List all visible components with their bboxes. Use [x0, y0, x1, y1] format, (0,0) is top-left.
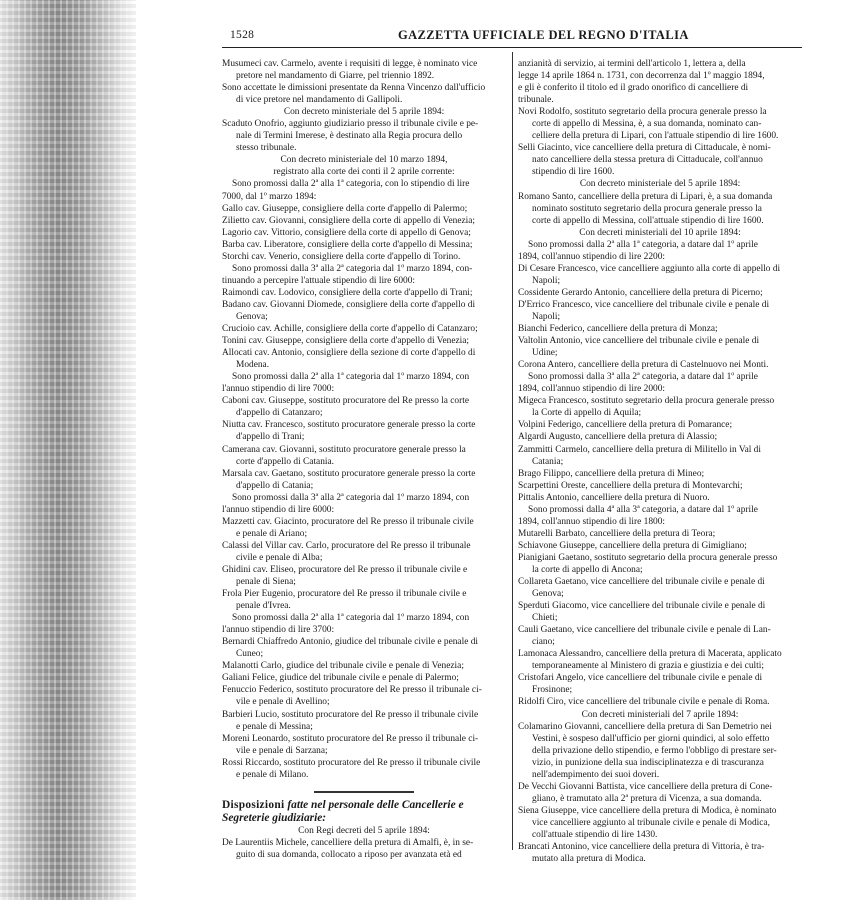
text-line: legge 14 aprile 1864 n. 1731, con decorrenza dal 1º maggio 1894, [518, 71, 765, 82]
text-line: Selli Giacinto, vice cancelliere della pretura di Cittaducale, è nomi- [518, 143, 771, 154]
text-line: la corte di appello di Ancona; [532, 564, 643, 575]
text-line: Frosinone; [532, 685, 573, 696]
text-line: anzianità di servizio, ai termini dell'articolo 1, lettera a, della [518, 59, 746, 69]
paragraph [222, 540, 506, 564]
text-line: registrato alla corte dei conti il 2 aprile corrente: [273, 167, 455, 178]
text-line: Storchi cav. Venerio, consigliere della corte d'appello di Torino. [222, 251, 461, 262]
paragraph [222, 154, 506, 178]
text-line: 1894, coll'annuo stipendio di lire 2000: [518, 384, 665, 395]
text-line: gliano, è tramutato alla 2ª pretura di Vicenza, a sua domanda. [532, 793, 762, 804]
text-line: Mutarelli Barbato, cancelliere della pretura di Teora; [518, 528, 716, 539]
text-line: guito di sua domanda, collocato a riposo per avanzata età ed [236, 850, 462, 861]
paragraph [518, 58, 802, 106]
text-line: Sono promossi dalla 3ª alla 2ª categoria, a datare dal 1º aprile [528, 372, 758, 383]
paragraph [518, 191, 802, 227]
text-line: Corona Antero, cancelliere della pretura di Castelnuovo nei Monti. [518, 360, 769, 371]
text-line: Moreni Leonardo, sostituto procuratore del Re presso il tribunale ci- [222, 733, 479, 744]
text-line: Cauli Gaetano, vice cancelliere del tribunale civile e penale di Lan- [518, 625, 771, 636]
text-line: nato cancelliere della stessa pretura di Cittaducale, coll'annuo [532, 155, 763, 166]
paragraph [222, 371, 506, 395]
text-line: Cristofari Angelo, vice cancelliere del tribunale civile e penale di [518, 673, 763, 684]
text-line: corte d'appello di Catania. [236, 456, 335, 467]
text-line: Marsala cav. Gaetano, sostituto procuratore generale presso la corte [222, 468, 476, 479]
paragraph [222, 660, 506, 672]
text-line: Brancati Antonino, vice cancelliere della pretura di Vittoria, è tra- [518, 842, 765, 853]
paragraph [222, 395, 506, 419]
text-line: Sono promossi dalla 2ª alla 1ª categoria, con lo stipendio di lire [232, 179, 470, 190]
paragraph [518, 805, 802, 841]
paragraph [222, 468, 506, 492]
section-heading [222, 799, 506, 825]
scan-shadow [0, 0, 136, 900]
text-line: Scarpettini Oreste, cancelliere della pretura di Montevarchi; [518, 480, 743, 491]
paragraph [518, 444, 802, 468]
text-line: nell'adempimento dei suoi doveri. [532, 769, 660, 780]
text-line: Con Regi decreti del 5 aprile 1894: [298, 826, 430, 837]
text-line: Sono accettate le dimissioni presentate da Renna Vincenzo dall'ufficio [222, 83, 486, 94]
paragraph [518, 841, 802, 865]
section-heading-roman: Disposizioni [222, 798, 285, 811]
paragraph [518, 480, 802, 492]
text-line: vizio, in punizione della sua indisciplinatezza e di trascuranza [532, 757, 764, 768]
text-line: e penale di Messina; [236, 721, 313, 732]
text-line: Gallo cav. Giuseppe, consigliere della corte d'appello di Palermo; [222, 203, 468, 214]
text-line: Camerana cav. Giovanni, sostituto procuratore generale presso la [222, 444, 466, 455]
paragraph [222, 757, 506, 781]
text-line: tribunale. [518, 95, 554, 106]
text-line: e penale di Milano. [236, 769, 309, 780]
text-line: Con decreto ministeriale del 5 aprile 1894: [579, 179, 741, 190]
right-column [518, 58, 802, 865]
text-line: Sono promossi dalla 3ª alla 2ª categoria dal 1º marzo 1894, con [232, 492, 470, 503]
paragraph [222, 251, 506, 263]
text-line: Sono promossi dalla 2ª alla 1ª categoria, a datare dal 1º aprile [528, 239, 758, 250]
text-line: Lagorio cav. Vittorio, consigliere della corte di appello di Genova; [222, 227, 471, 238]
paragraph [518, 299, 802, 323]
text-line: Napoli; [532, 275, 561, 286]
paragraph [518, 468, 802, 480]
text-line: Vestini, è sospeso dall'ufficio per giorni quindici, al solo effetto [532, 733, 770, 744]
left-column [222, 58, 506, 861]
paragraph [518, 359, 802, 371]
text-line: Sono promossi dalla 2ª alla 1ª categoria dal 1º marzo 1894, con [232, 613, 470, 624]
text-line: Con decreto ministeriale del 5 aprile 1894: [283, 107, 445, 118]
text-line: Genova; [236, 311, 268, 322]
paragraph [222, 684, 506, 708]
text-line: Colamarino Giovanni, cancelliere della pretura di San Demetrio nei [518, 721, 772, 732]
paragraph [222, 287, 506, 299]
text-line: Novi Rodolfo, sostituto segretario della procura generale presso la [518, 107, 767, 118]
paragraph [222, 564, 506, 588]
left-column-paragraphs [222, 58, 506, 781]
text-line: Allocati cav. Antonio, consigliere della sezione di corte d'appello di [222, 348, 476, 359]
text-line: d'appello di Catanzaro; [236, 408, 323, 419]
paragraph [222, 106, 506, 118]
text-line: Cossidente Gerardo Antonio, cancelliere della pretura di Picerno; [518, 287, 763, 298]
paragraph [222, 492, 506, 516]
paragraph [518, 323, 802, 335]
text-line: mutato alla pretura di Modica. [532, 854, 646, 865]
page-number: 1528 [230, 29, 255, 41]
text-line: Volpini Federigo, cancelliere della pretura di Pomarance; [518, 420, 733, 431]
paragraph [222, 299, 506, 323]
paragraph [222, 825, 506, 837]
text-line: l'annuo stipendio di lire 7000: [222, 384, 335, 395]
text-line: De Laurentiis Michele, cancelliere della pretura di Amalfi, è, in se- [222, 838, 474, 849]
section-rule [314, 791, 414, 793]
text-line: Galiani Felice, giudice del tribunale civile e penale di Palermo; [222, 673, 459, 684]
paragraph [222, 612, 506, 636]
text-line: Migeca Francesco, sostituto segretario della procura generale presso [518, 396, 775, 407]
paragraph [518, 528, 802, 540]
paragraph [518, 709, 802, 721]
text-line: Raimondi cav. Lodovico, consigliere della corte d'appello di Trani; [222, 287, 473, 298]
text-line: d'appello di Catania; [236, 480, 314, 491]
header-rule [222, 47, 802, 48]
column-rule [512, 52, 513, 850]
paragraph [222, 516, 506, 540]
text-line: civile e penale di Alba; [236, 552, 323, 563]
text-line: Pianigiani Gaetano, sostituto segretario della procura generale presso [518, 552, 778, 563]
paragraph [518, 672, 802, 696]
paragraph [518, 335, 802, 359]
text-line: Niutta cav. Francesco, sostituto procuratore generale presso la corte [222, 420, 476, 431]
paragraph [222, 733, 506, 757]
paragraph [222, 709, 506, 733]
text-line: Malanotti Carlo, giudice del tribunale civile e penale di Venezia; [222, 661, 464, 672]
text-line: Sono promossi dalla 2ª alla 1ª categoria dal 1º marzo 1894, con [232, 372, 470, 383]
text-line: Caboni cav. Giuseppe, sostituto procuratore del Re presso la corte [222, 396, 469, 407]
text-line: Barbieri Lucio, sostituto procuratore del Re presso il tribunale civile [222, 709, 479, 720]
text-line: Collareta Gaetano, vice cancelliere del tribunale civile e penale di [518, 577, 765, 588]
left-column-after-paragraphs [222, 825, 506, 861]
text-line: Frola Pier Eugenio, procuratore del Re presso il tribunale civile e [222, 589, 467, 600]
text-line: De Vecchi Giovanni Battista, vice cancelliere della pretura di Cone- [518, 781, 773, 792]
paragraph [518, 552, 802, 576]
paragraph [518, 431, 802, 443]
text-line: Udine; [532, 348, 558, 359]
text-line: la Corte di appello di Aquila; [532, 408, 642, 419]
text-line: Fenuccio Federico, sostituto procuratore del Re presso il tribunale ci- [222, 685, 482, 696]
text-line: Romano Santo, cancelliere della pretura di Lipari, è, a sua domanda [518, 191, 773, 202]
paragraph [518, 178, 802, 190]
paragraph [518, 624, 802, 648]
text-line: Sperduti Giacomo, vice cancelliere del tribunale civile e penale di [518, 601, 766, 612]
paragraph [518, 263, 802, 287]
text-line: l'annuo stipendio di lire 3700: [222, 625, 335, 636]
text-line: stipendio di lire 1600. [532, 167, 615, 178]
paragraph [222, 335, 506, 347]
text-line: Cuneo; [236, 649, 264, 660]
section-heading-italic-2: Segreterie giudiziarie: [222, 812, 327, 825]
masthead-title: GAZZETTA UFFICIALE DEL REGNO D'ITALIA [398, 28, 689, 42]
paragraph [518, 239, 802, 263]
paragraph [222, 82, 506, 106]
text-line: Genova; [532, 589, 564, 600]
text-line: ciano; [532, 637, 555, 648]
paragraph [222, 323, 506, 335]
paragraph [222, 588, 506, 612]
text-line: Zilietto cav. Giovanni, consigliere della corte di appello di Venezia; [222, 215, 476, 226]
paragraph [222, 227, 506, 239]
text-line: Tonini cav. Giuseppe, consigliere della corte d'appello di Venezia; [222, 336, 470, 347]
text-line: Badano cav. Giovanni Diomede, consigliere della corte d'appello di [222, 299, 476, 310]
text-line: Modena. [236, 360, 270, 371]
text-line: penale di Siena; [236, 577, 296, 588]
paragraph [518, 696, 802, 708]
text-line: Bianchi Federico, cancelliere della pretura di Monza; [518, 324, 718, 335]
paragraph [518, 600, 802, 624]
paragraph [518, 419, 802, 431]
paragraph [518, 576, 802, 600]
paragraph [518, 227, 802, 239]
text-line: di vice pretore nel mandamento di Gallipoli. [236, 95, 403, 106]
text-line: Catania; [532, 456, 564, 467]
text-line: nale di Termini Imerese, è destinato alla Regia procura dello [236, 131, 463, 142]
paragraph [222, 347, 506, 371]
text-line: vice cancelliere aggiunto al tribunale civile e penale di Modica, [532, 817, 770, 828]
text-line: Lamonaca Alessandro, cancelliere della pretura di Macerata, applicato [518, 649, 782, 660]
paragraph [518, 648, 802, 672]
text-line: 1894, coll'annuo stipendio di lire 1800: [518, 516, 665, 527]
paragraph [222, 419, 506, 443]
paragraph [222, 178, 506, 202]
text-line: corte di appello di Messina, coll'attuale stipendio di lire 1600. [532, 215, 764, 226]
text-line: Brago Filippo, cancelliere della pretura di Mineo; [518, 468, 705, 479]
text-line: stesso tribunale. [236, 143, 297, 154]
text-line: Mazzetti cav. Giacinto, procuratore del Re presso il tribunale civile [222, 516, 474, 527]
paragraph [222, 239, 506, 251]
text-line: Bernardi Chiaffredo Antonio, giudice del tribunale civile e penale di [222, 637, 478, 648]
paragraph [222, 118, 506, 154]
paragraph [222, 58, 506, 82]
text-line: Musumeci cav. Carmelo, avente i requisiti di legge, è nominato vice [222, 59, 478, 69]
text-line: Siena Giuseppe, vice cancelliere della pretura di Modica, è nominato [518, 805, 777, 816]
text-line: vile e penale di Avellino; [236, 697, 330, 708]
text-line: Con decreti ministeriali del 7 aprile 1894: [581, 709, 739, 720]
text-line: corte di appello di Messina, è, a sua domanda, nominato can- [532, 119, 762, 130]
text-line: D'Errico Francesco, vice cancelliere del tribunale civile e penale di [518, 299, 770, 310]
text-line: della privazione dello stipendio, e fermo l'obbligo di prestare ser- [532, 745, 777, 756]
text-line: Barba cav. Liberatore, consigliere della corte d'appello di Messina; [222, 239, 473, 250]
paragraph [518, 142, 802, 178]
paragraph [518, 721, 802, 781]
text-line: tinuando a percepire l'attuale stipendio di lire 6000: [222, 275, 416, 286]
text-line: Chieti; [532, 613, 558, 624]
paragraph [518, 504, 802, 528]
text-line: vile e penale di Sarzana; [236, 745, 328, 756]
paragraph [518, 781, 802, 805]
right-column-paragraphs [518, 58, 802, 865]
paragraph [222, 215, 506, 227]
text-line: 1894, coll'annuo stipendio di lire 2200: [518, 251, 665, 262]
text-line: Ghidini cav. Eliseo, procuratore del Re presso il tribunale civile e [222, 564, 468, 575]
text-line: temporaneamente al Ministero di grazia e giustizia e dei culti; [532, 661, 764, 672]
text-line: Crucioio cav. Achille, consigliere della corte d'appello di Catanzaro; [222, 324, 478, 335]
paragraph [518, 395, 802, 419]
text-line: Napoli; [532, 311, 561, 322]
text-line: Sono promossi dalla 3ª alla 2ª categoria dal 1º marzo 1894, con- [232, 263, 473, 274]
text-line: celliere della pretura di Lipari, con l'attuale stipendio di lire 1600. [532, 131, 779, 142]
text-line: Con decreti ministeriali del 10 aprile 1894: [579, 227, 741, 238]
text-line: Ridolfi Ciro, vice cancelliere del tribunale civile e penale di Roma. [518, 697, 770, 708]
text-line: Calassi del Villar cav. Carlo, procuratore del Re presso il tribunale [222, 540, 471, 551]
paragraph [518, 106, 802, 142]
text-line: Sono promossi dalla 4ª alla 3ª categoria, a datare dal 1º aprile [528, 504, 758, 515]
text-line: Algardi Augusto, cancelliere della pretura di Alassio; [518, 432, 718, 443]
paragraph [222, 444, 506, 468]
text-line: penale d'Ivrea. [236, 601, 291, 612]
text-line: coll'attuale stipendio di lire 1430. [532, 830, 658, 840]
text-line: Di Cesare Francesco, vice cancelliere aggiunto alla corte di appello di [518, 263, 781, 274]
text-line: pretore nel mandamento di Giarre, pel triennio 1892. [236, 71, 435, 82]
paragraph [518, 371, 802, 395]
text-line: Scaduto Onofrio, aggiunto giudiziario presso il tribunale civile e pe- [222, 119, 479, 130]
text-line: Schiavone Giuseppe, cancelliere della pretura di Gimigliano; [518, 540, 747, 551]
text-line: l'annuo stipendio di lire 6000: [222, 504, 335, 515]
text-line: d'appello di Trani; [236, 432, 305, 443]
text-line: e gli è conferito il titolo ed il grado onorifico di cancelliere di [518, 83, 749, 94]
paragraph [518, 492, 802, 504]
paragraph [222, 263, 506, 287]
text-line: e penale di Ariano; [236, 528, 308, 539]
paragraph [222, 636, 506, 660]
text-line: 7000, dal 1º marzo 1894: [222, 191, 317, 202]
text-line: Pittalis Antonio, cancelliere della pretura di Nuoro. [518, 492, 710, 503]
text-line: Zammitti Carmelo, cancelliere della pretura di Militello in Val di [518, 444, 761, 455]
paragraph [222, 837, 506, 861]
text-line: Valtolin Antonio, vice cancelliere del tribunale civile e penale di [518, 336, 760, 347]
text-line: Con decreto ministeriale del 10 marzo 1894, [280, 155, 448, 166]
paragraph [518, 540, 802, 552]
text-line: nominato sostituto segretario della procura generale presso la [532, 203, 762, 214]
text-line: Rossi Riccardo, sostituto procuratore del Re presso il tribunale civile [222, 757, 481, 768]
paragraph [518, 287, 802, 299]
paragraph [222, 203, 506, 215]
paragraph [222, 672, 506, 684]
section-heading-italic-1: fatte nel personale delle Cancellerie e [287, 798, 464, 811]
